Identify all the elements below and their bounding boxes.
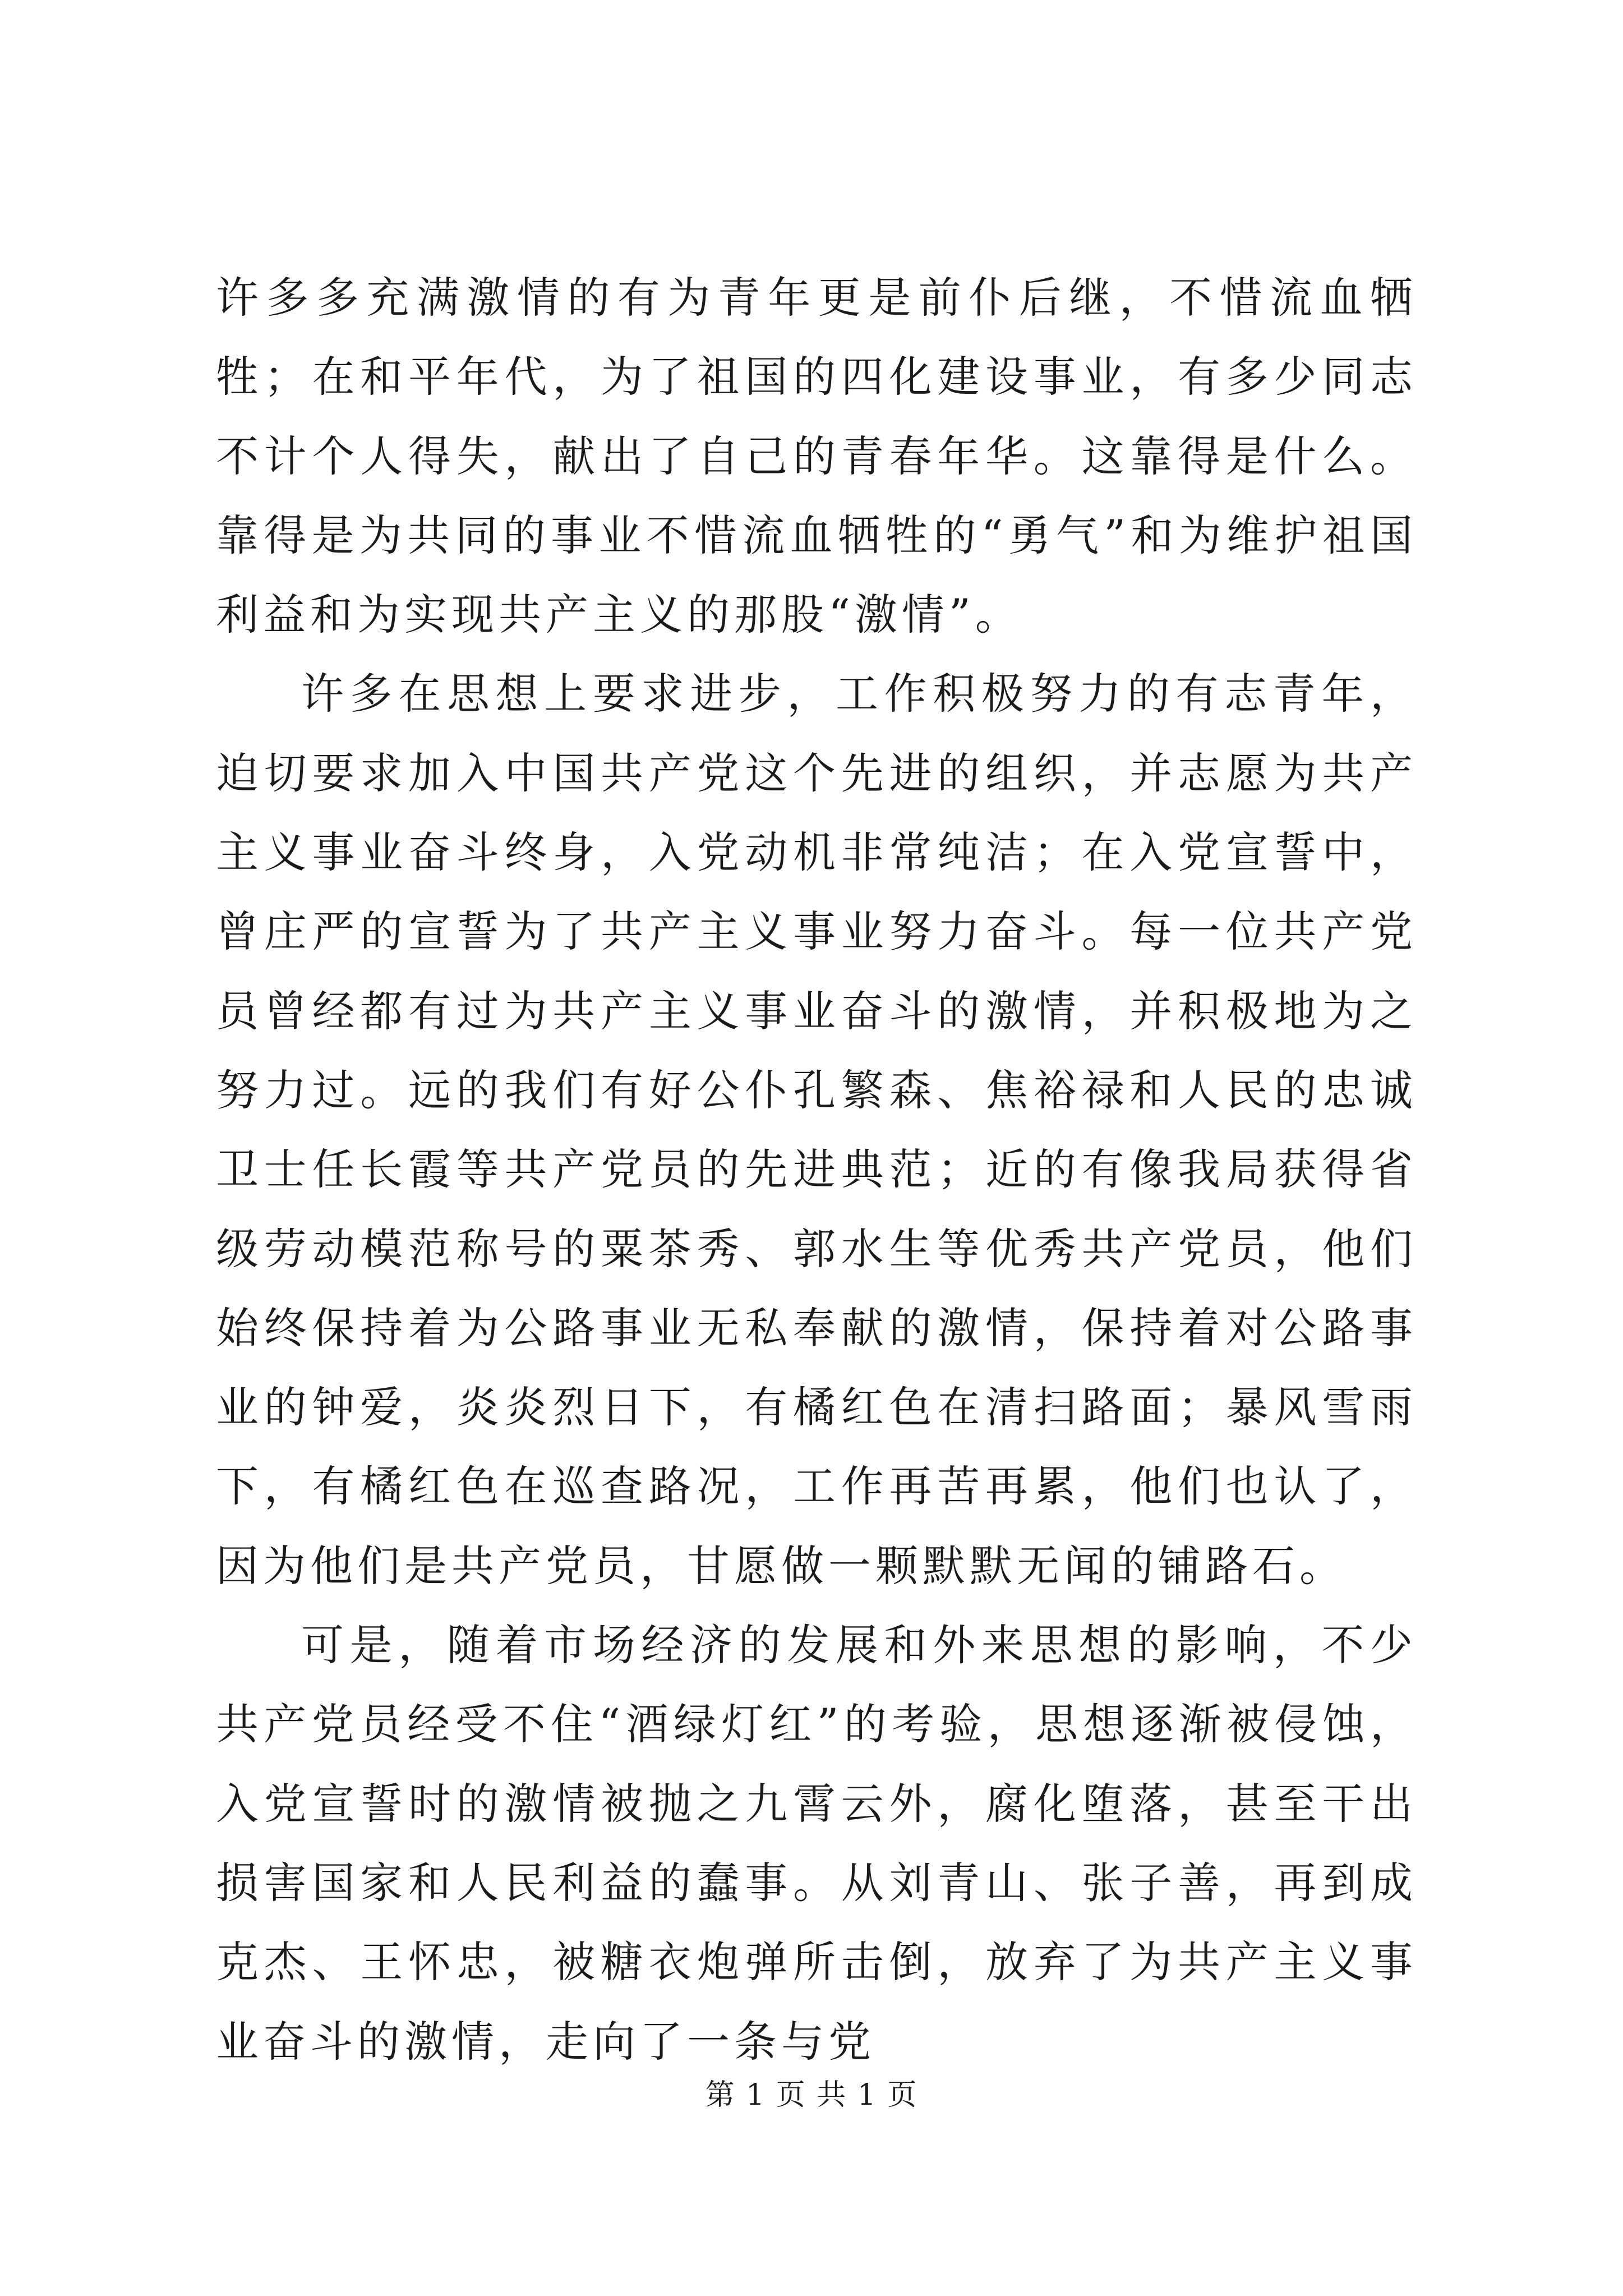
paragraph-1: 许多多充满激情的有为青年更是前仆后继，不惜流血牺牲；在和平年代，为了祖国的四化建设事业，有多少同志不计个人得失，献出了自己的青春年华。这靠得是什么。靠得是为共同的事业不惜流血牺牲的“勇气”和为维护祖国利益和为实现共产主义的那股“激情”。 [216,273,1417,640]
paragraph-3: 可是，随着市场经济的发展和外来思想的影响，不少共产党员经受不住“酒绿灯红”的考验，思想逐渐被侵蚀，入党宣誓时的激情被抛之九霄云外，腐化堕落，甚至干出损害国家和人民利益的蠢事。从刘青山、张子善，再到成克杰、王怀忠，被糖衣炮弹所击倒，放弃了为共产主义事业奋斗的激情，走向了一条与党 [216,1620,1417,2067]
document-body [216,258,1417,2081]
page-number-footer: 第 1 页 共 1 页 [705,2078,918,2112]
paragraph-2: 许多在思想上要求进步，工作积极努力的有志青年，迫切要求加入中国共产党这个先进的组织，并志愿为共产主义事业奋斗终身，入党动机非常纯洁；在入党宣誓中，曾庄严的宣誓为了共产主义事业努力奋斗。每一位共产党员曾经都有过为共产主义事业奋斗的激情，并积极地为之努力过。远的我们有好公仆孔繁森、焦裕禄和人民的忠诚卫士任长霞等共产党员的先进典范；近的有像我局获得省级劳动模范称号的粟茶秀、郭水生等优秀共产党员，他们始终保持着为公路事业无私奉献的激情，保持着对公路事业的钟爱，炎炎烈日下，有橘红色在清扫路面；暴风雪雨下，有橘红色在巡查路况，工作再苦再累，他们也认了，因为他们是共产党员，甘愿做一颗默默无闻的铺路石。 [216,669,1417,1591]
